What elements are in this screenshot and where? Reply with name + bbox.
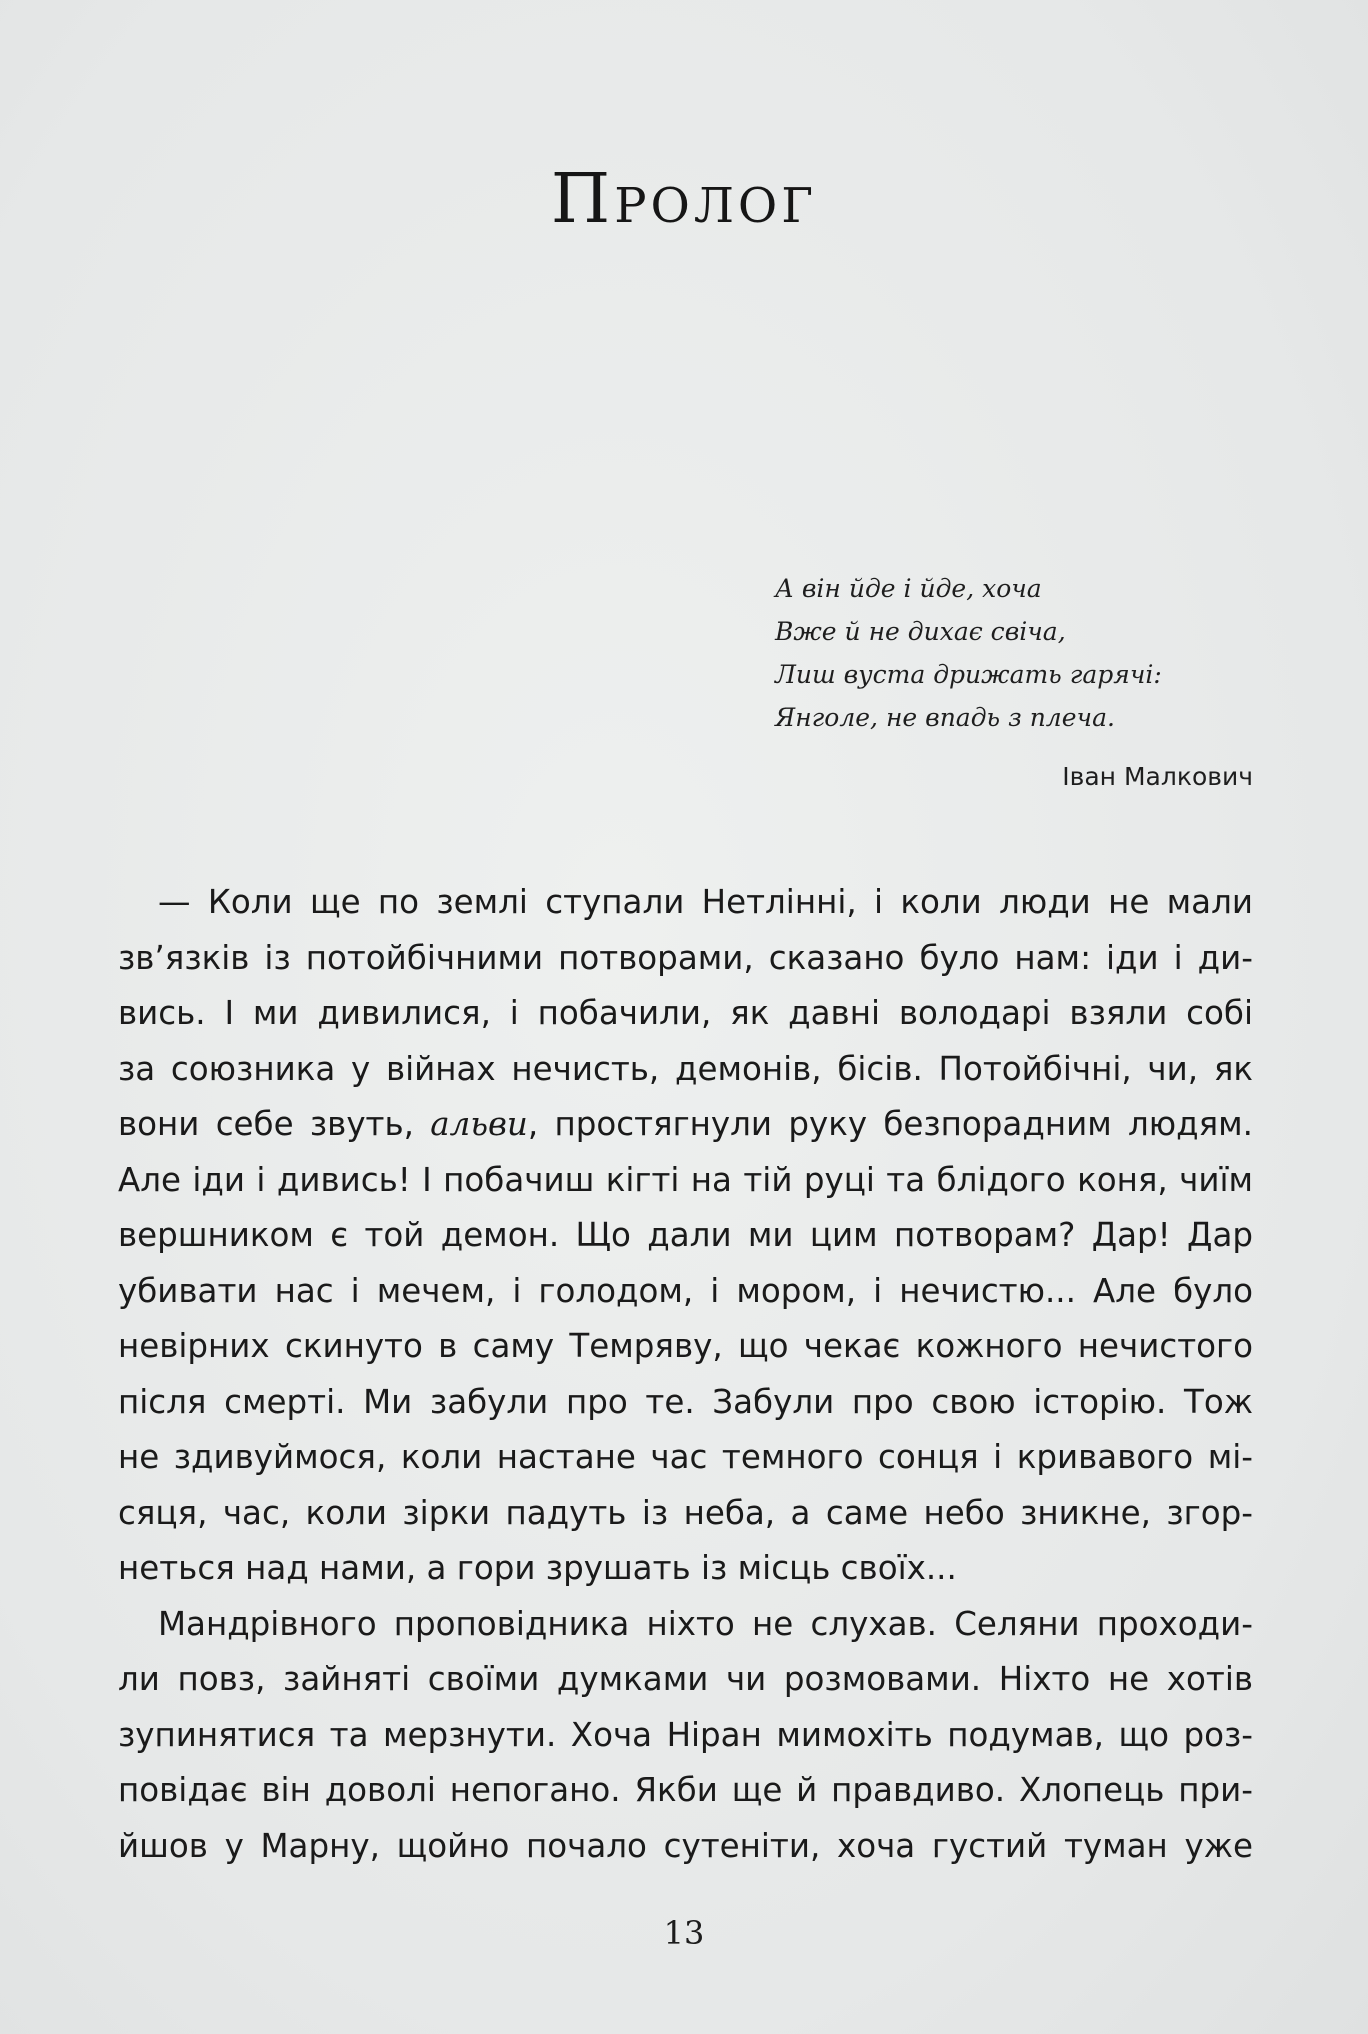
text-line: за союзника у війнах нечисть, демонів, бісів. Потойбічні, чи, як [118,1049,1253,1088]
text-line: вись. І ми дивилися, і побачили, як давні володарі взяли собі [118,994,1253,1032]
text-line: ли повз, зайняті своїми думками чи розмовами. Ніхто не хотів [118,1660,1253,1698]
text-line [118,1097,1253,1153]
epigraph-line: Янголе, не впадь з плеча. [775,703,1115,732]
text-segment: , простягнули руку безпорадним людям. [527,1105,1253,1143]
epigraph [775,567,1255,739]
chapter-title: Пролог [550,160,818,239]
text-segment: вони себе звуть, [118,1105,431,1143]
paragraph [118,875,1253,1597]
text-line: — Коли ще по землі ступали Нетлінні, і коли люди не мали [158,883,1253,921]
text-line: убивати нас і мечем, і голодом, і мором, і нечистю... Але було [118,1271,1253,1310]
epigraph-line: Вже й не дихає свіча, [775,617,1066,646]
italic-term: альви [430,1105,528,1143]
text-line: зв’язків із потойбічними потворами, сказано було нам: іди і ди- [118,938,1253,977]
text-line: невірних скинуто в саму Темряву, що чекає кожного нечистого [118,1327,1253,1365]
text-line: зупинятися та мерзнути. Хоча Ніран мимохіть подумав, що роз- [118,1715,1253,1754]
text-line: повідає він доволі непогано. Якби ще й правдиво. Хлопець при- [118,1771,1253,1809]
text-line: вершником є той демон. Що дали ми цим потворам? Дар! Дар [118,1216,1253,1254]
text-line: не здивуймося, коли настане час темного сонця і кривавого мі- [118,1438,1253,1476]
epigraph-line: Лиш вуста дрижать гарячі: [775,660,1162,689]
text-line: неться над нами, а гори зрушать із місць своїх... [118,1549,957,1587]
epigraph-author: Іван Малкович [1062,762,1253,791]
body-text [118,875,1253,1874]
text-line: Мандрівного проповідника ніхто не слухав. Селяни проходи- [158,1604,1253,1643]
text-line: Але іди і дивись! І побачиш кігті на тій руці та блідого коня, чиїм [118,1160,1253,1199]
text-line: сяця, час, коли зірки падуть із неба, а саме небо зникне, згор- [118,1493,1253,1532]
epigraph-line: А він йде і йде, хоча [775,574,1042,603]
paragraph [118,1597,1253,1875]
text-line: після смерті. Ми забули про те. Забули про свою історію. Тож [118,1382,1253,1421]
page-number: 13 [663,1914,705,1952]
text-line: йшов у Марну, щойно почало сутеніти, хоча густий туман уже [118,1826,1253,1865]
